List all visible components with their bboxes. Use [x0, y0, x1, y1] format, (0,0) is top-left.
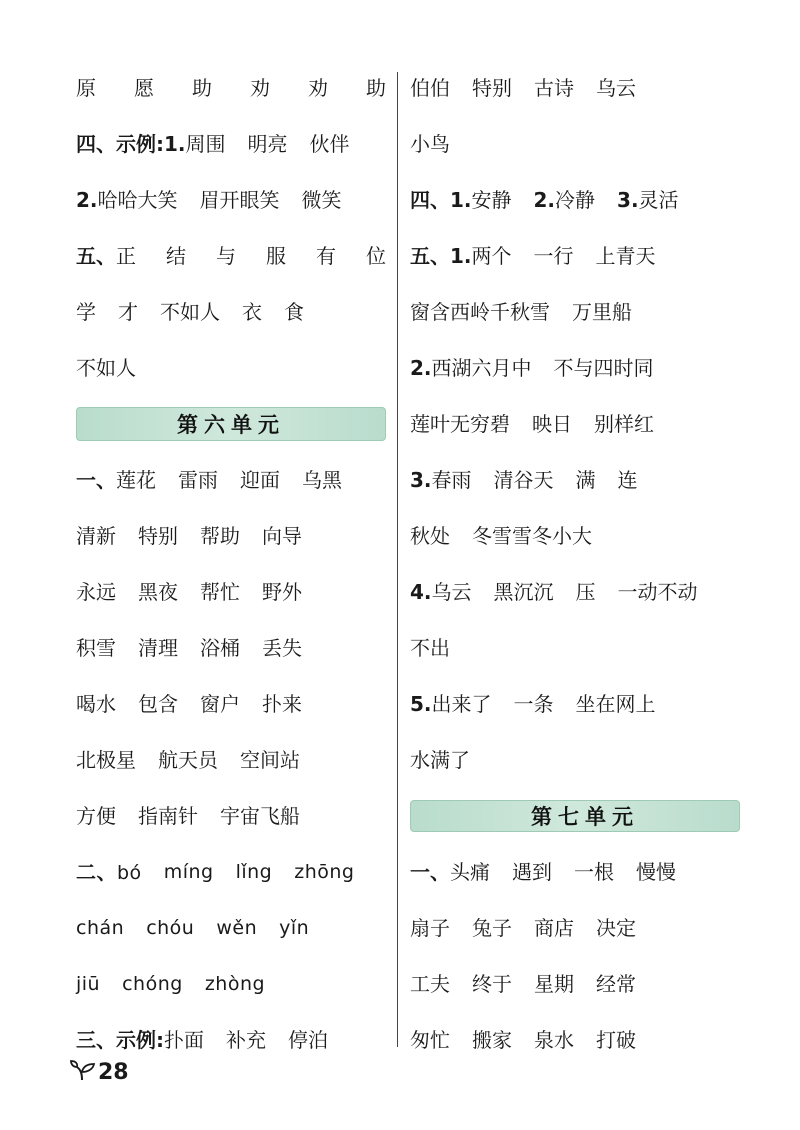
answer-item: 黑沉沉: [493, 580, 554, 604]
answer-item: 结: [166, 244, 186, 268]
answer-item: 特别: [472, 76, 512, 100]
pinyin-answer: wěn: [216, 917, 258, 939]
answer-line: [410, 452, 740, 508]
answer-item: 泉水: [534, 1028, 574, 1052]
answer-item: 上青天: [595, 244, 656, 268]
answer-item: 窗含西岭千秋雪: [410, 300, 550, 324]
answer-item: 劝: [308, 76, 328, 100]
answer-item: 劝: [250, 76, 270, 100]
answer-line: [76, 732, 386, 788]
answer-item: 星期: [534, 972, 574, 996]
answer-item: 清理: [138, 636, 178, 660]
answer-line: [410, 732, 740, 788]
answer-item: 五、正: [76, 244, 136, 268]
answer-item: 迎面: [240, 468, 280, 492]
answer-item: 冬雪雪冬小大: [472, 524, 592, 548]
answer-line: [76, 172, 386, 228]
answer-item: 包含: [138, 692, 178, 716]
answer-item: 2.西湖六月中: [410, 356, 532, 380]
answer-item: 满: [575, 468, 596, 492]
answer-item: 学: [76, 300, 96, 324]
answer-item: 商店: [534, 916, 574, 940]
answer-item: 终于: [472, 972, 512, 996]
unit-heading: 第六单元: [76, 407, 386, 441]
answer-item: 眉开眼笑: [199, 188, 280, 212]
answer-item: 方便: [76, 804, 116, 828]
answer-item: 4.乌云: [410, 580, 472, 604]
answer-item: 伙伴: [309, 132, 350, 156]
answer-line: [76, 284, 386, 340]
answer-item: 一条: [513, 692, 554, 716]
pinyin-answer: zhōng: [294, 861, 355, 883]
answer-line: [76, 340, 386, 396]
answer-item: 连: [617, 468, 638, 492]
sprout-icon: [70, 1058, 96, 1086]
answer-line: [76, 60, 386, 116]
pinyin-answer: yǐn: [279, 917, 310, 939]
answer-line: [410, 1012, 740, 1068]
answer-item: 停泊: [288, 1028, 328, 1052]
answer-item: 乌云: [596, 76, 636, 100]
answer-item: 窗户: [200, 692, 240, 716]
answer-item: 秋处: [410, 524, 450, 548]
answer-item: 2.哈哈大笑: [76, 188, 178, 212]
answer-item: 才: [118, 300, 138, 324]
answer-line: [410, 60, 740, 116]
answer-item: 原: [76, 76, 96, 100]
answer-item: 工夫: [410, 972, 450, 996]
answer-item: 一根: [574, 860, 614, 884]
answer-line: [410, 508, 740, 564]
answer-item: 四、示例:1.周围: [76, 132, 226, 156]
answer-item: 一动不动: [617, 580, 698, 604]
answer-item: 四、1.安静: [410, 188, 512, 212]
pinyin-answer: 二、bó: [76, 859, 142, 884]
answer-item: 空间站: [240, 748, 300, 772]
answer-item: 搬家: [472, 1028, 512, 1052]
answer-item: 向导: [262, 524, 302, 548]
answer-line: [76, 900, 386, 956]
answer-line: [410, 676, 740, 732]
answer-item: 衣: [242, 300, 262, 324]
answer-item: 决定: [596, 916, 636, 940]
answer-item: 特别: [138, 524, 178, 548]
answer-item: 宇宙飞船: [220, 804, 300, 828]
answer-line: [76, 228, 386, 284]
answer-item: 打破: [596, 1028, 636, 1052]
answer-item: 黑夜: [138, 580, 178, 604]
answer-item: 助: [366, 76, 386, 100]
answer-item: 乌黑: [302, 468, 342, 492]
answer-item: 万里船: [572, 300, 632, 324]
answer-item: 压: [575, 580, 596, 604]
answer-item: 微笑: [301, 188, 342, 212]
answer-item: 不出: [410, 636, 450, 660]
pinyin-answer: zhòng: [204, 973, 266, 995]
answer-item: 映日: [532, 412, 572, 436]
page-footer: [70, 1058, 129, 1086]
answer-item: 助: [192, 76, 212, 100]
answer-item: 五、1.两个: [410, 244, 512, 268]
pinyin-answer: chóng: [122, 973, 183, 995]
pinyin-answer: jiū: [76, 973, 101, 995]
pinyin-answer: chóu: [146, 917, 195, 939]
unit-heading-wrap: [76, 396, 386, 452]
answer-item: 伯伯: [410, 76, 450, 100]
answer-item: 永远: [76, 580, 116, 604]
answer-item: 扇子: [410, 916, 450, 940]
answer-item: 3.灵活: [617, 188, 679, 212]
answer-item: 丢失: [262, 636, 302, 660]
answer-item: 愿: [134, 76, 154, 100]
answer-item: 位: [366, 244, 386, 268]
answer-item: 扑来: [262, 692, 302, 716]
answer-item: 积雪: [76, 636, 116, 660]
answer-line: [410, 564, 740, 620]
answer-item: 帮助: [200, 524, 240, 548]
answer-line: [76, 956, 386, 1012]
pinyin-answer: lǐng: [235, 861, 273, 883]
pinyin-answer: chán: [76, 917, 125, 939]
answer-item: 水满了: [410, 748, 470, 772]
answer-item: 指南针: [138, 804, 198, 828]
answer-line: [76, 620, 386, 676]
answer-line: [410, 620, 740, 676]
answer-line: [76, 676, 386, 732]
answer-item: 3.春雨: [410, 468, 472, 492]
answer-item: 不如人: [160, 300, 220, 324]
answer-item: 野外: [262, 580, 302, 604]
answer-item: 2.冷静: [533, 188, 596, 212]
answer-line: [76, 452, 386, 508]
answer-item: 帮忙: [200, 580, 240, 604]
answer-item: 5.出来了: [410, 692, 492, 716]
answer-item: 与: [216, 244, 236, 268]
answer-line: [410, 116, 740, 172]
answer-item: 不如人: [76, 356, 136, 380]
unit-heading: 第七单元: [410, 800, 740, 832]
answer-item: 食: [284, 300, 304, 324]
answer-item: 经常: [596, 972, 636, 996]
answer-item: 兔子: [472, 916, 512, 940]
answer-item: 别样红: [594, 412, 654, 436]
answer-item: 一、莲花: [76, 468, 156, 492]
answer-line: [410, 228, 740, 284]
answer-line: [76, 844, 386, 900]
answer-item: 遇到: [512, 860, 552, 884]
answer-line: [76, 116, 386, 172]
pinyin-answer: míng: [163, 861, 214, 883]
answer-line: [410, 900, 740, 956]
answer-item: 莲叶无穷碧: [410, 412, 510, 436]
answer-item: 北极星: [76, 748, 136, 772]
left-column: [76, 60, 386, 1068]
answer-line: [410, 956, 740, 1012]
answer-item: 小鸟: [410, 132, 450, 156]
answer-line: [76, 564, 386, 620]
answer-item: 有: [316, 244, 336, 268]
page-number: 28: [98, 1059, 129, 1085]
answer-item: 一行: [533, 244, 574, 268]
answer-item: 雷雨: [178, 468, 218, 492]
answer-item: 清谷天: [493, 468, 554, 492]
answer-item: 慢慢: [636, 860, 676, 884]
answer-line: [410, 844, 740, 900]
answer-item: 清新: [76, 524, 116, 548]
answer-item: 补充: [226, 1028, 266, 1052]
unit-heading-wrap: [410, 788, 740, 844]
answer-line: [76, 788, 386, 844]
answer-item: 航天员: [158, 748, 218, 772]
answer-item: 坐在网上: [575, 692, 656, 716]
answer-line: [76, 508, 386, 564]
answer-item: 不与四时同: [553, 356, 654, 380]
answer-line: [410, 396, 740, 452]
answer-line: [410, 172, 740, 228]
answer-item: 三、示例:扑面: [76, 1028, 204, 1052]
answer-item: 一、头痛: [410, 860, 490, 884]
answer-item: 浴桶: [200, 636, 240, 660]
column-divider: [397, 72, 398, 1047]
answer-item: 服: [266, 244, 286, 268]
answer-item: 喝水: [76, 692, 116, 716]
answer-item: 古诗: [534, 76, 574, 100]
answer-line: [410, 340, 740, 396]
answer-line: [410, 284, 740, 340]
right-column: [410, 60, 740, 1068]
answer-item: 明亮: [247, 132, 288, 156]
answer-item: 匆忙: [410, 1028, 450, 1052]
